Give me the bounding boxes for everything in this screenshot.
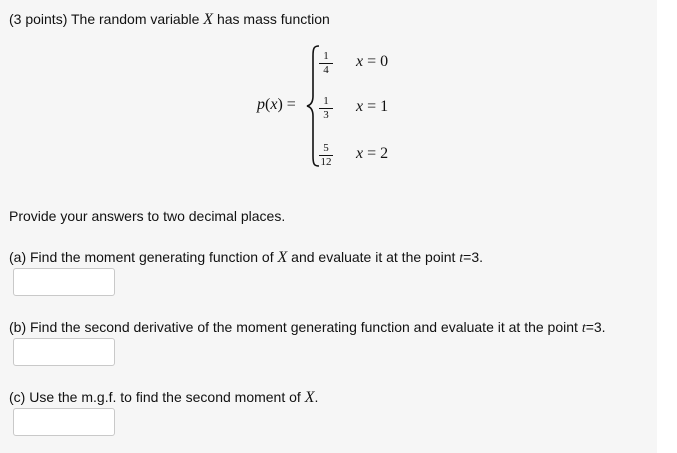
- part-a-t-var: t: [459, 251, 464, 266]
- fraction-case-1: [316, 51, 336, 76]
- condition-var: x: [356, 98, 364, 115]
- part-a-question: [9, 249, 483, 267]
- pmf-formula: [0, 0, 677, 200]
- condition-value: = 1: [363, 98, 389, 115]
- part-b-question: [9, 319, 606, 337]
- condition-var: x: [356, 53, 364, 70]
- header-text-end: has mass function: [216, 11, 330, 27]
- condition-value: = 2: [363, 145, 389, 162]
- fraction-denominator: 4: [323, 64, 329, 76]
- fraction-numerator: 1: [323, 95, 329, 107]
- fraction-denominator: 3: [323, 109, 329, 121]
- condition-case-3: [356, 145, 388, 163]
- part-a-variable: X: [277, 249, 288, 266]
- part-c-period: .: [314, 389, 319, 405]
- condition-case-1: [356, 53, 388, 71]
- part-b-answer-input[interactable]: [13, 338, 115, 366]
- pmf-close-paren: ): [277, 96, 283, 113]
- part-b-t-var: t: [581, 321, 586, 336]
- pmf-func-name: p: [257, 96, 265, 113]
- random-variable-x: X: [203, 11, 214, 28]
- fraction-case-3: [316, 143, 336, 168]
- part-a-text: (a) Find the moment generating function of: [9, 249, 274, 265]
- part-c-question: [9, 389, 318, 407]
- points-label: (3 points): [9, 11, 68, 27]
- header-text: The random variable: [71, 11, 200, 27]
- condition-case-2: [356, 98, 388, 116]
- pmf-arg: x: [270, 96, 278, 113]
- fraction-denominator: 12: [320, 156, 332, 168]
- fraction-numerator: 5: [323, 142, 329, 154]
- condition-value: = 0: [363, 53, 389, 70]
- pmf-lhs: [257, 96, 296, 114]
- part-b-t-value: =3.: [585, 319, 606, 335]
- condition-var: x: [356, 145, 364, 162]
- instruction-text: Provide your answers to two decimal places.: [9, 208, 286, 224]
- part-c-text: (c) Use the m.g.f. to find the second moment of: [9, 389, 301, 405]
- part-a-t-value: =3.: [463, 249, 484, 265]
- pmf-equals: =: [286, 96, 296, 113]
- fraction-case-2: [316, 96, 336, 121]
- part-c-variable: X: [304, 389, 315, 406]
- fraction-numerator: 1: [323, 50, 329, 62]
- part-b-text: (b) Find the second derivative of the moment generating function and evaluate it at the point: [9, 319, 578, 335]
- pmf-open-paren: (: [265, 96, 271, 113]
- part-c-answer-input[interactable]: [13, 408, 115, 436]
- part-a-text-middle: and evaluate it at the point: [291, 249, 456, 265]
- part-a-answer-input[interactable]: [13, 268, 115, 296]
